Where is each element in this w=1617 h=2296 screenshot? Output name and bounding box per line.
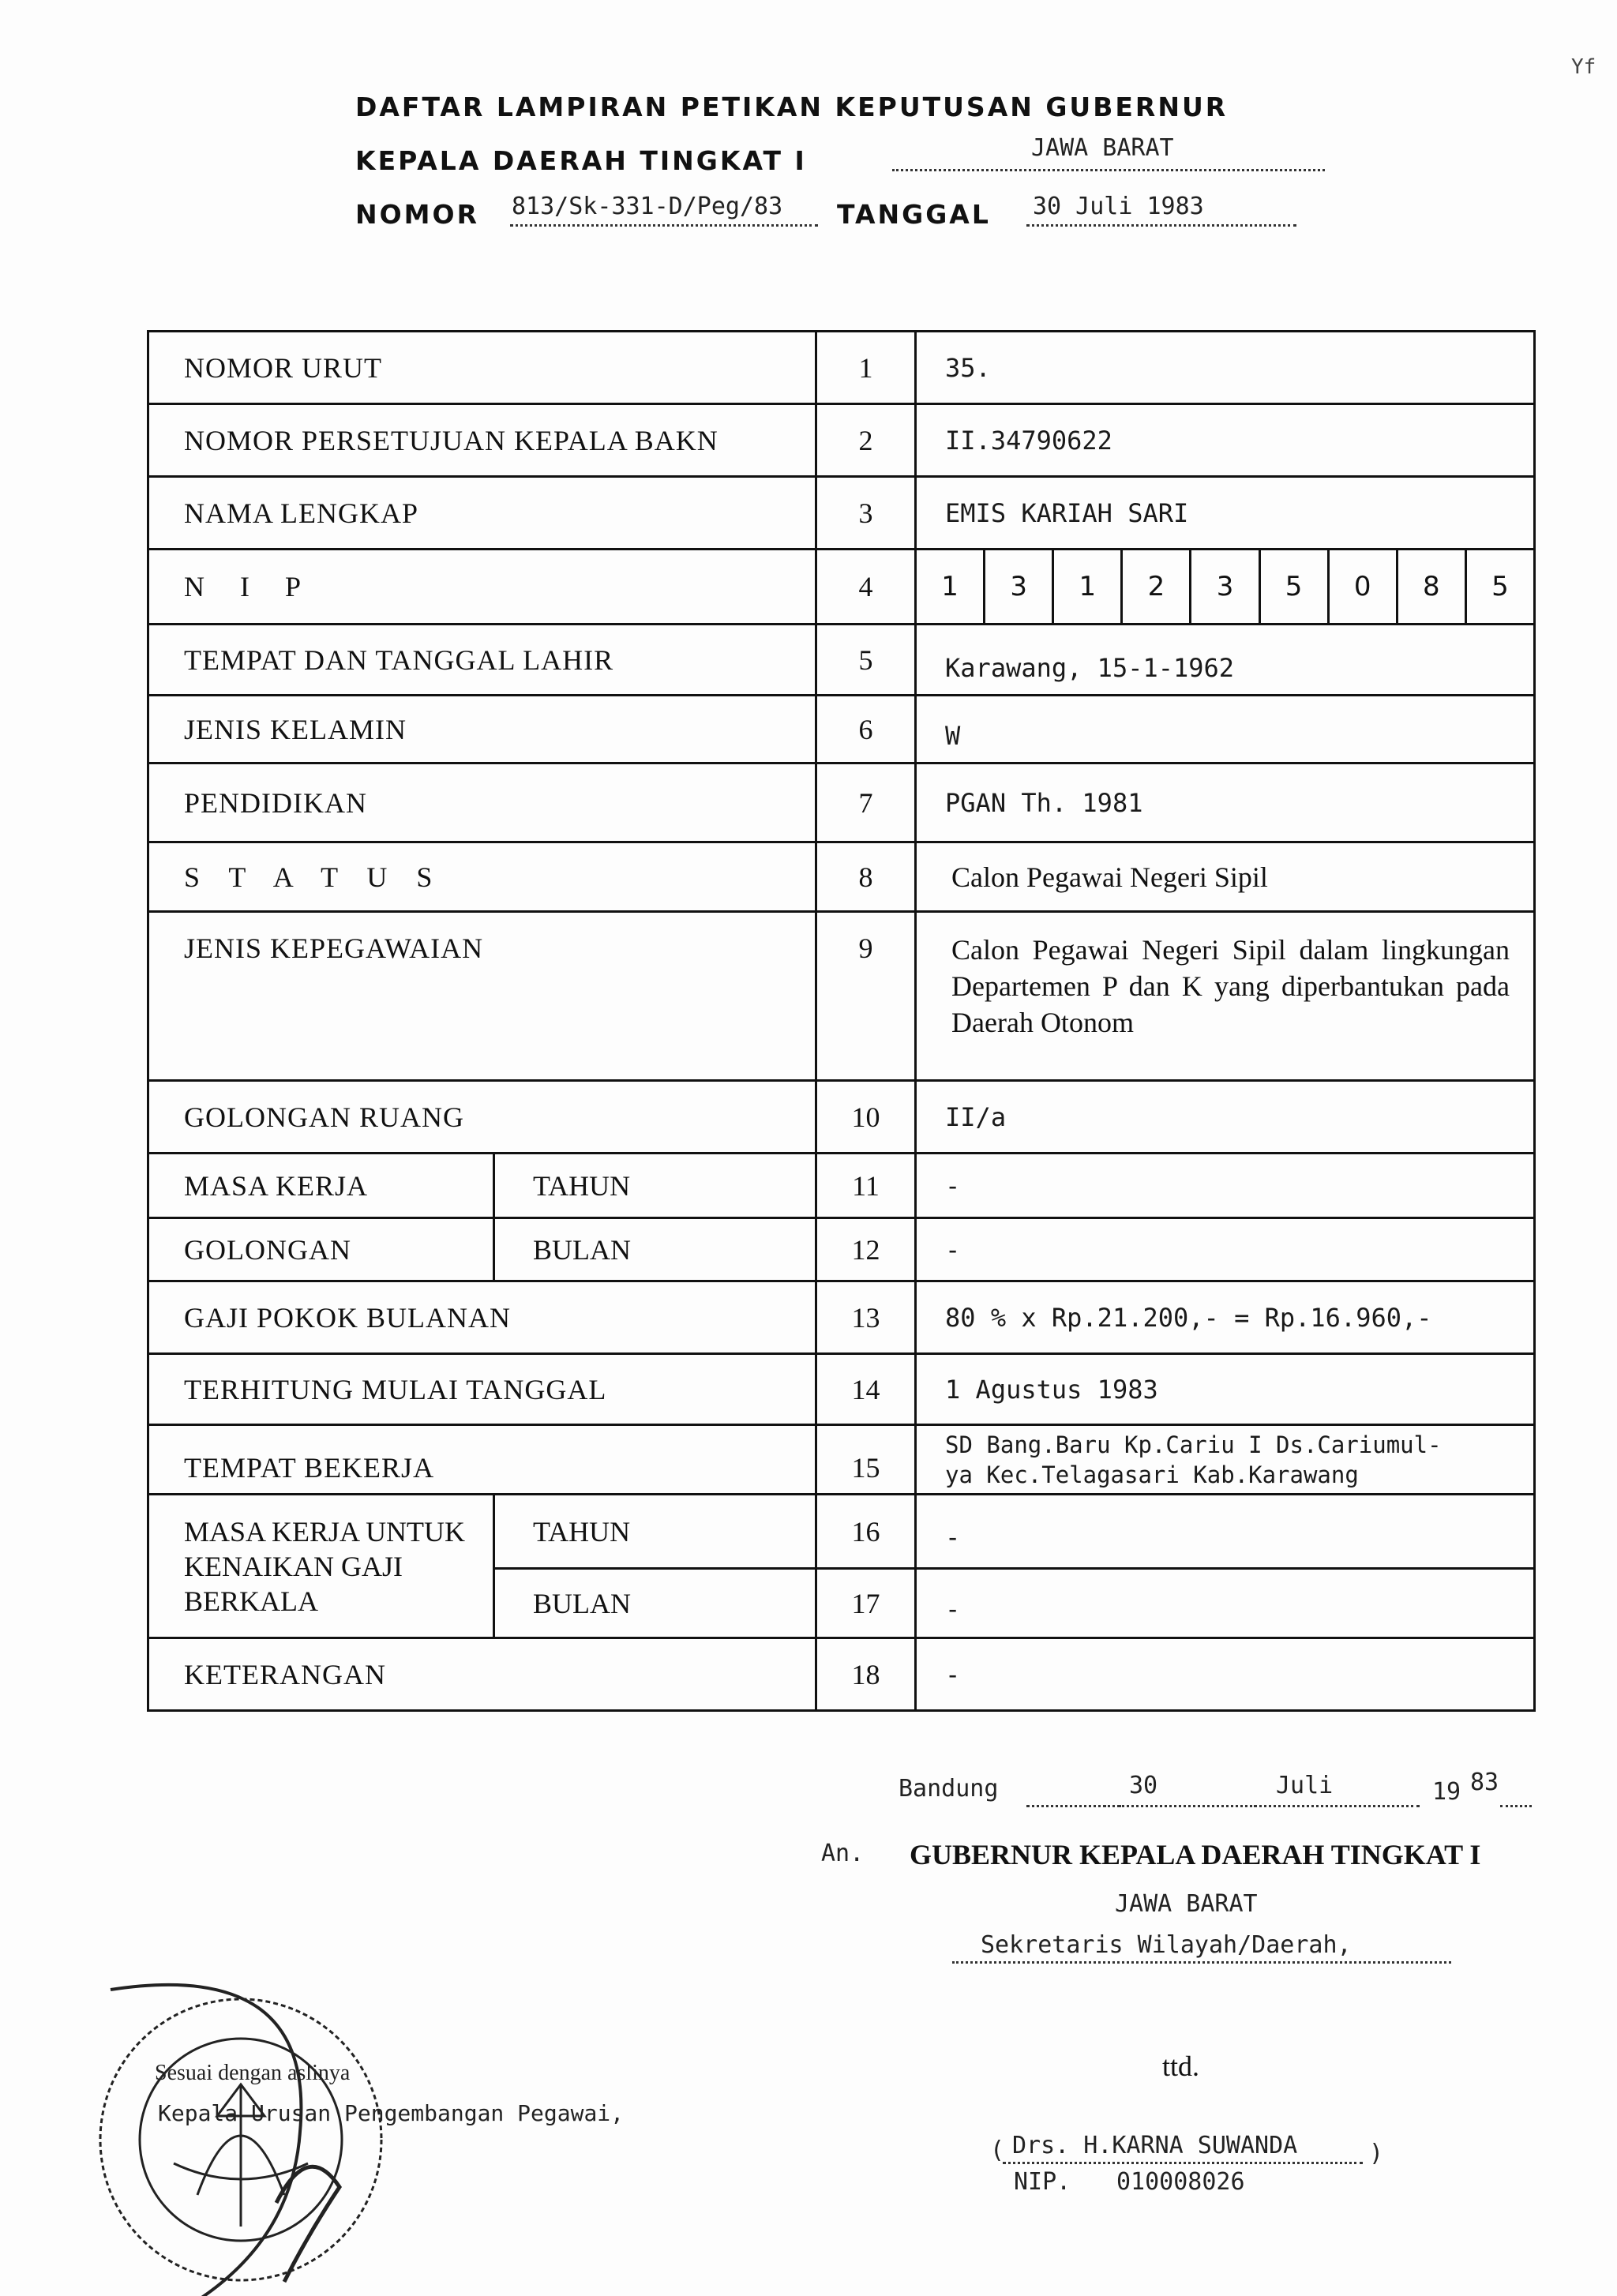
row-sublabel: BULAN [494, 1569, 816, 1638]
row-number: 18 [816, 1638, 916, 1711]
row-number: 10 [816, 1081, 916, 1154]
header-tanggal-value: 30 Juli 1983 [1033, 193, 1204, 220]
header-region-value: JAWA BARAT [1031, 134, 1174, 162]
row-label: GAJI POKOK BULANAN [148, 1281, 816, 1354]
row-value: PGAN Th. 1981 [916, 763, 1535, 842]
header-tanggal-label: TANGGAL [837, 199, 991, 230]
table-row [148, 1354, 1535, 1425]
footer-dotted-line [1104, 1805, 1262, 1807]
row-label: NAMA LENGKAP [148, 477, 816, 550]
table-row [148, 842, 1535, 912]
row-label: NOMOR PERSETUJUAN KEPALA BAKN [148, 404, 816, 477]
table-row [148, 763, 1535, 842]
footer-year-prefix: 19 [1432, 1778, 1461, 1806]
row-value: - [916, 1154, 1535, 1218]
nip-digit: 3 [983, 550, 1052, 623]
footer-month: Juli [1276, 1772, 1334, 1799]
row-label-line3: BERKALA [184, 1585, 318, 1617]
table-row [148, 404, 1535, 477]
row-label: S T A T U S [148, 842, 816, 912]
row-value: - [916, 1638, 1535, 1711]
row-label: KETERANGAN [148, 1638, 816, 1711]
table-row [148, 1425, 1535, 1495]
row-value: II/a [916, 1081, 1535, 1154]
row-number: 9 [816, 912, 916, 1081]
row-number: 4 [816, 550, 916, 625]
row-number: 1 [816, 332, 916, 404]
footer-place: Bandung [899, 1775, 999, 1803]
row-value: 35. [916, 332, 1535, 404]
footer-office: Sekretaris Wilayah/Daerah, [981, 1931, 1352, 1959]
row-number: 8 [816, 842, 916, 912]
row-label: JENIS KELAMIN [148, 696, 816, 763]
footer-an: An. [821, 1840, 865, 1867]
row-number: 12 [816, 1218, 916, 1281]
footer-dotted-line [1500, 1805, 1532, 1807]
row-number: 11 [816, 1154, 916, 1218]
row-label: N I P [148, 550, 816, 625]
table-row [148, 1081, 1535, 1154]
nip-digit: 3 [1189, 550, 1258, 623]
row-value-multiline [916, 1425, 1535, 1495]
row-number: 5 [816, 625, 916, 696]
row-number: 2 [816, 404, 916, 477]
header-dotted-line-nomor [510, 224, 818, 227]
row-label-line2: KENAIKAN GAJI [184, 1550, 403, 1582]
row-label: TEMPAT BEKERJA [148, 1425, 816, 1495]
footer-dotted-line-name [1003, 2162, 1363, 2164]
row-value: Calon Pegawai Negeri Sipil dalam lingkungan Departemen P dan K yang diperbantukan pada Daerah Otonom [916, 912, 1535, 1081]
corner-mark: Yf [1571, 55, 1596, 79]
nip-digit: 8 [1396, 550, 1465, 623]
row-sublabel: TAHUN [494, 1154, 816, 1218]
table-row [148, 1154, 1535, 1218]
footer-day: 30 [1129, 1772, 1158, 1799]
footer-region: JAWA BARAT [1115, 1890, 1258, 1918]
row-label: JENIS KEPEGAWAIAN [148, 912, 816, 1081]
table-row [148, 1638, 1535, 1711]
footer-dotted-line [1254, 1805, 1420, 1807]
row-value: Karawang, 15-1-1962 [916, 625, 1535, 696]
footer-dotted-line-office [952, 1961, 1451, 1964]
header-title-line2: KEPALA DAERAH TINGKAT I [355, 145, 807, 176]
row-value: 1 Agustus 1983 [916, 1354, 1535, 1425]
row-value: - [916, 1218, 1535, 1281]
header-nomor-label: NOMOR [355, 199, 479, 230]
open-paren: ( [990, 2137, 1005, 2164]
nip-digit: 2 [1120, 550, 1189, 623]
row-number: 7 [816, 763, 916, 842]
footer-year-suffix: 83 [1470, 1769, 1499, 1796]
data-table [147, 330, 1536, 1712]
row-label: MASA KERJA [148, 1154, 494, 1218]
table-row [148, 1218, 1535, 1281]
row-label: GOLONGAN RUANG [148, 1081, 816, 1154]
row-number: 3 [816, 477, 916, 550]
nip-digit: 5 [1259, 550, 1327, 623]
header-dotted-line-region [892, 169, 1325, 171]
footer-signatory-name: Drs. H.KARNA SUWANDA [1012, 2132, 1298, 2159]
row-value: II.34790622 [916, 404, 1535, 477]
row-label: GOLONGAN [148, 1218, 494, 1281]
header-dotted-line-tanggal [1026, 224, 1296, 227]
official-seal-stamp-icon [79, 1958, 411, 2296]
row-number: 17 [816, 1569, 916, 1638]
table-row-nip [148, 550, 1535, 625]
row-number: 13 [816, 1281, 916, 1354]
row-value-line1: SD Bang.Baru Kp.Cariu I Ds.Cariumul- [945, 1431, 1442, 1458]
header-nomor-value: 813/Sk-331-D/Peg/83 [512, 193, 783, 220]
footer-title: GUBERNUR KEPALA DAERAH TINGKAT I [910, 1839, 1481, 1870]
row-label: TERHITUNG MULAI TANGGAL [148, 1354, 816, 1425]
table-row [148, 1495, 1535, 1569]
table-row [148, 625, 1535, 696]
row-value: Calon Pegawai Negeri Sipil [916, 842, 1535, 912]
row-sublabel: TAHUN [494, 1495, 816, 1569]
table-row [148, 696, 1535, 763]
row-value: W [916, 696, 1535, 763]
nip-digit: 5 [1465, 550, 1533, 623]
close-paren: ) [1369, 2140, 1384, 2167]
table-row [148, 1281, 1535, 1354]
row-value: 80 % x Rp.21.200,- = Rp.16.960,- [916, 1281, 1535, 1354]
row-value: EMIS KARIAH SARI [916, 477, 1535, 550]
row-sublabel: BULAN [494, 1218, 816, 1281]
row-value: - [916, 1569, 1535, 1638]
nip-digit: 1 [941, 571, 959, 602]
footer-nip-label: NIP. [1014, 2168, 1071, 2196]
nip-digit: 1 [1052, 550, 1120, 623]
row-label-line1: MASA KERJA UNTUK [184, 1515, 466, 1548]
attest-line1: Sesuai dengan aslinya [155, 2061, 351, 2085]
row-number: 16 [816, 1495, 916, 1569]
row-label: NOMOR URUT [148, 332, 816, 404]
nip-digit: 0 [1327, 550, 1396, 623]
footer-ttd: ttd. [1162, 2050, 1200, 2082]
table-row [148, 477, 1535, 550]
row-value-line2: ya Kec.Telagasari Kab.Karawang [945, 1461, 1359, 1488]
header-title-line1: DAFTAR LAMPIRAN PETIKAN KEPUTUSAN GUBERNUR [355, 92, 1229, 122]
row-number: 15 [816, 1425, 916, 1495]
table-row [148, 912, 1535, 1081]
row-value: - [916, 1495, 1535, 1569]
row-label: PENDIDIKAN [148, 763, 816, 842]
nip-digit-boxes [916, 550, 1535, 625]
row-number: 6 [816, 696, 916, 763]
table-row [148, 332, 1535, 404]
row-label-multiline [148, 1495, 494, 1638]
attest-line2: Kepala Urusan Pengembangan Pegawai, [158, 2100, 625, 2126]
row-label: TEMPAT DAN TANGGAL LAHIR [148, 625, 816, 696]
footer-nip-value: 010008026 [1116, 2168, 1245, 2196]
row-number: 14 [816, 1354, 916, 1425]
